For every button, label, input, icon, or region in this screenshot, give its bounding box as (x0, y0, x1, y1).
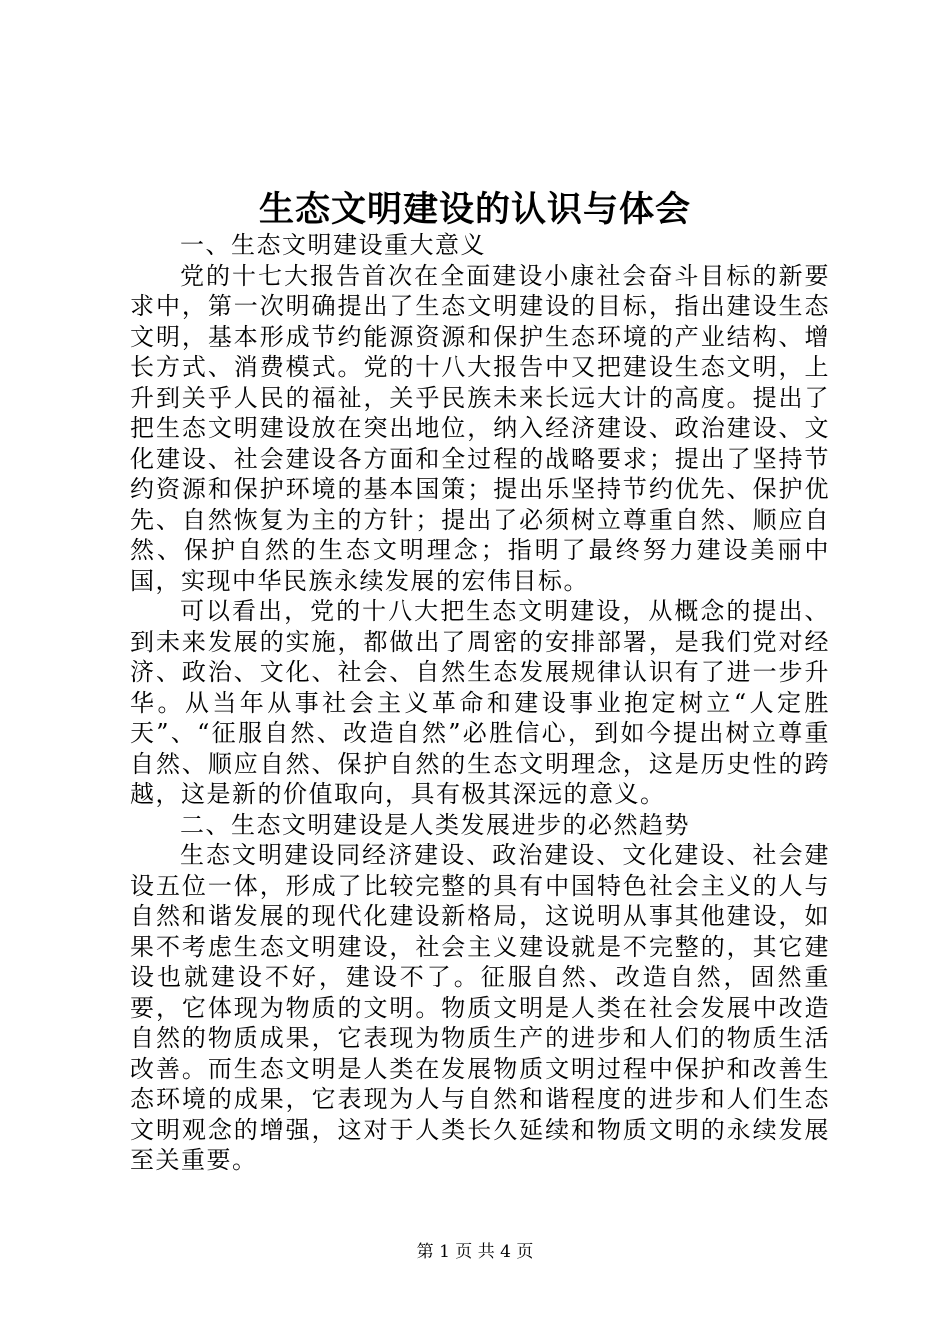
paragraph-2: 可以看出，党的十八大把生态文明建设，从概念的提出、到未来发展的实施，都做出了周密的安排部署，是我们党对经济、政治、文化、社会、自然生态发展规律认识有了进一步升华。从当年从事社会主义革命和建设事业抱定树立“人定胜天”、“征服自然、改造自然”必胜信心，到如今提出树立尊重自然、顺应自然、保护自然的生态文明理念，这是历史性的跨越，这是新的价值取向，具有极其深远的意义。 (130, 597, 830, 808)
section-heading-2: 二、生态文明建设是人类发展进步的必然趋势 (180, 810, 690, 839)
paragraph-3: 生态文明建设同经济建设、政治建设、文化建设、社会建设五位一体，形成了比较完整的具有中国特色社会主义的人与自然和谐发展的现代化建设新格局，这说明从事其他建设，如果不考虑生态文明建设，社会主义建设就是不完整的，其它建设也就建设不好，建设不了。征服自然、改造自然，固然重要，它体现为物质的文明。物质文明是人类在社会发展中改造自然的物质成果，它表现为物质生产的进步和人们的物质生活改善。而生态文明是人类在发展物质文明过程中保护和改善生态环境的成果，它表现为人与自然和谐程度的进步和人们生态文明观念的增强，这对于人类长久延续和物质文明的永续发展至关重要。 (130, 841, 830, 1174)
page-footer: 第 1 页 共 4 页 (416, 1242, 534, 1262)
section-heading-1: 一、生态文明建设重大意义 (180, 231, 486, 259)
document-title: 生态文明建设的认识与体会 (258, 189, 691, 230)
document-body (130, 230, 830, 1176)
paragraph-1: 党的十七大报告首次在全面建设小康社会奋斗目标的新要求中，第一次明确提出了生态文明建设的目标，指出建设生态文明，基本形成节约能源资源和保护生态环境的产业结构、增长方式、消费模式。党的十八大报告中又把建设生态文明，上升到关乎人民的福祉，关乎民族未来长远大计的高度。提出了把生态文明建设放在突出地位，纳入经济建设、政治建设、文化建设、社会建设各方面和全过程的战略要求；提出了坚持节约资源和保护环境的基本国策；提出乐坚持节约优先、保护优先、自然恢复为主的方针；提出了必须树立尊重自然、顺应自然、保护自然的生态文明理念；指明了最终努力建设美丽中国，实现中华民族永续发展的宏伟目标。 (130, 261, 830, 595)
